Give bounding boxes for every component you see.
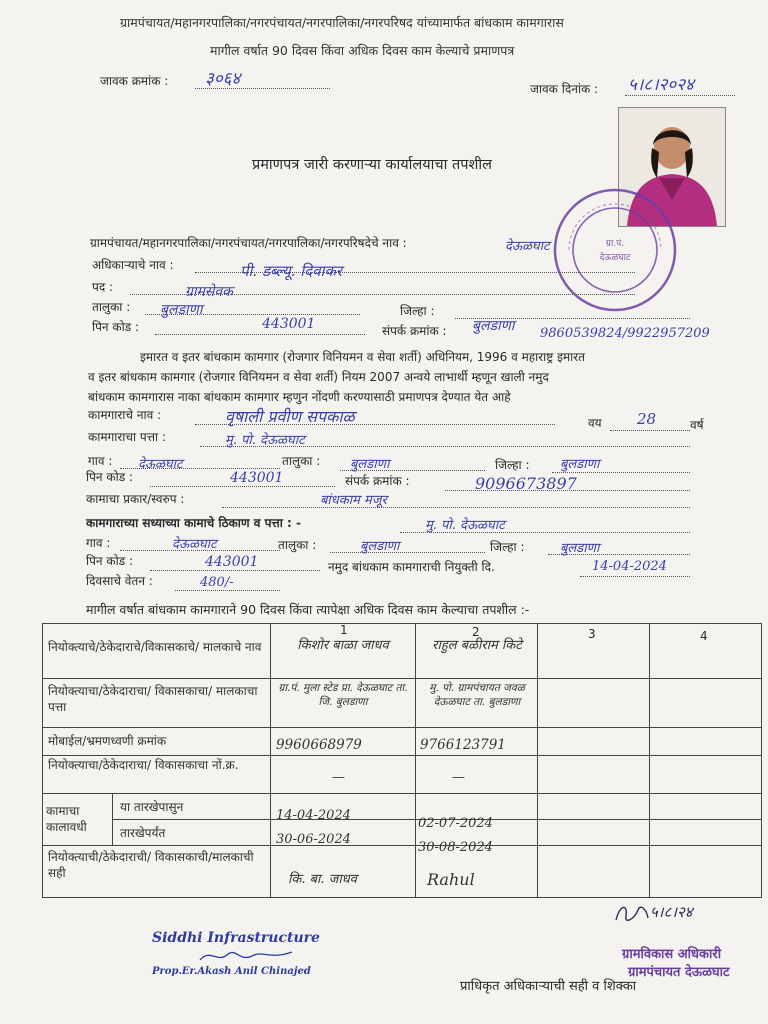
worker-age-value: 28 (637, 410, 657, 428)
row-divider (42, 678, 762, 679)
table-border-top (42, 623, 762, 624)
post-label: पद : (92, 280, 114, 294)
svg-text:ग्रा.पं.: ग्रा.पं. (605, 239, 625, 249)
col2-employer-address: मु. पो. ग्रामपंचायत जवळ देऊळघाट ता. बुलडाणा (429, 682, 525, 709)
wage-label: दिवसाचे वेतन : (86, 574, 153, 588)
row-label-to: तारखेपर्यंत (120, 826, 166, 840)
cw-appointment-label: नमुद बांधकाम कामगाराची नियुक्ती दि. (328, 560, 495, 574)
office-contact-numbers: 9860539824/9922957209 (540, 326, 710, 341)
row-divider (42, 755, 762, 756)
authority-office: ग्रामपंचायत देऊळघाट (628, 965, 730, 980)
outward-date-line (625, 95, 735, 96)
worker-district-label: जिल्हा : (495, 458, 530, 472)
cw-taluka-value: बुलडाणा (360, 539, 400, 554)
worker-age-line (610, 430, 690, 431)
svg-text:देऊळघाट: देऊळघाट (599, 253, 631, 263)
cw-pincode-value: 443001 (205, 554, 259, 570)
cw-appointment-line (580, 576, 690, 577)
col-divider (537, 623, 538, 897)
col1-employer-address: ग्रा.पं. मुला स्टेड प्रा. देऊळघाट ता. जि. बुलडाणा (278, 682, 408, 709)
row-label-period: कामाचा कालावधी (46, 804, 87, 835)
worker-pincode-label: पिन कोड : (86, 470, 134, 484)
cw-district-value: बुलडाणा (560, 541, 600, 556)
work-details-table (42, 623, 762, 897)
row-label-registration: नियोक्त्याचा/ठेकेदाराचा/ विकासकाचा नों.क्र. (48, 758, 239, 772)
wage-line (175, 590, 280, 591)
post-value: ग्रामसेवक (185, 284, 233, 300)
col-divider (649, 623, 650, 897)
cw-pincode-line (150, 570, 320, 571)
authority-signature (612, 900, 652, 928)
worker-contact-value: 9096673897 (475, 474, 577, 493)
wage-value: 480/- (200, 575, 234, 590)
declaration-line-1: इमारत व इतर बांधकाम कामगार (रोजगार विनियमन व सेवा शर्ती) अधिनियम, 1996 व महाराष्ट्र इमारत (140, 350, 586, 364)
worker-district-value: बुलडाणा (560, 457, 600, 472)
office-contact-label: संपर्क क्रमांक : (382, 324, 447, 338)
worker-name-value: वृषाली प्रवीण सपकाळ (225, 407, 355, 426)
authority-title: ग्रामविकास अधिकारी (622, 947, 722, 962)
column-number-3: 3 (588, 627, 596, 641)
col2-from-date: 02-07-2024 (418, 816, 493, 831)
outward-date-label: जावक दिनांक : (530, 82, 599, 96)
table-border-bottom (42, 897, 762, 898)
row-label-mobile: मोबाईल/भ्रमणध्वणी क्रमांक (48, 734, 167, 748)
col2-registration: — (452, 770, 465, 785)
worker-taluka-label: तालुका : (282, 454, 321, 468)
work-type-label: कामाचा प्रकार/स्वरुप : (86, 492, 185, 506)
cw-taluka-label: तालुका : (278, 538, 317, 552)
column-number-1: 1 (340, 623, 348, 637)
office-pincode-label: पिन कोड : (92, 320, 140, 334)
col-divider (270, 623, 271, 897)
company-name: Siddhi Infrastructure (152, 930, 320, 946)
col1-to-date: 30-06-2024 (276, 832, 351, 847)
worker-village-value: देऊळघाट (138, 457, 183, 472)
worker-contact-label: संपर्क क्रमांक : (345, 474, 410, 488)
office-taluka-value: बुलडाणा (160, 302, 203, 318)
row-divider (42, 727, 762, 728)
worker-taluka-value: बुलडाणा (350, 457, 390, 472)
cw-taluka-line (330, 552, 485, 553)
office-district-label: जिल्हा : (400, 304, 435, 318)
cw-appointment-value: 14-04-2024 (592, 559, 667, 574)
cw-district-label: जिल्हा : (490, 540, 525, 554)
officer-name-label: अधिकाऱ्याचे नाव : (92, 258, 174, 272)
col-divider (112, 793, 113, 845)
col1-mobile: 9960668979 (276, 737, 362, 753)
col1-employer-name: किशोर बाळा जाधव (297, 638, 389, 653)
officer-name-value: पी. डब्ल्यू. दिवाकर (240, 262, 342, 280)
row-label-employer-address: नियोक्त्याचा/ठेकेदाराचा/ विकासकाचा/ मालकाचा पत्ता (48, 684, 258, 715)
current-work-address: मु. पो. देऊळघाट (425, 518, 505, 533)
col2-to-date: 30-08-2024 (418, 840, 493, 855)
office-name-label: ग्रामपंचायत/महानगरपालिका/नगरपंचायत/नगरपालिका/नगरपरिषदेचे नाव : (90, 236, 407, 250)
office-pincode-value: 443001 (262, 316, 316, 332)
authority-handwritten-date: ५।८।२४ (650, 903, 693, 921)
declaration-line-2: व इतर बांधकाम कामगार (रोजगार विनियमन व सेवा शर्ती) नियम 2007 अन्वये लाभार्थी म्हणून खाली नमुद (88, 370, 549, 384)
worker-address-value: मु. पो. देऊळघाट (225, 433, 305, 448)
office-name-value: देऊळघाट (505, 239, 550, 254)
worker-address-label: कामगाराचा पत्ता : (88, 430, 166, 444)
row-label-signature: नियोक्त्याची/ठेकेदाराची/ विकासकाची/मालकाची सही (48, 850, 254, 881)
office-section-title: प्रमाणपत्र जारी करणाऱ्या कार्यालयाचा तपशील (252, 157, 492, 173)
proprietor-name: Prop.Er.Akash Anil Chinajed (152, 966, 311, 977)
header-line-2: मागील वर्षात 90 दिवस किंवा अधिक दिवस काम केल्याचे प्रमाणपत्र (210, 43, 515, 58)
office-pincode-line (155, 334, 365, 335)
row-label-employer-name: नियोक्त्याचे/ठेकेदाराचे/विकासकाचे/ मालकाचे नाव (48, 640, 262, 654)
column-number-4: 4 (700, 629, 708, 643)
outward-date-value: ५।८।२०२४ (628, 75, 694, 95)
worker-name-label: कामगाराचे नाव : (88, 408, 162, 422)
worker-age-label: वय (588, 416, 602, 430)
cw-village-label: गाव : (86, 536, 111, 550)
worker-village-label: गाव : (88, 454, 113, 468)
work-type-line (222, 507, 690, 508)
worker-pincode-value: 443001 (230, 470, 284, 486)
table-border-left (42, 623, 43, 897)
current-work-title: कामगाराच्या सध्याच्या कामाचे ठिकाण व पत्ता : - (86, 516, 301, 530)
row-label-from: या तारखेपासुन (120, 800, 184, 814)
authority-signature-caption: प्राधिकृत अधिकाऱ्याची सही व शिक्का (460, 979, 637, 994)
column-number-2: 2 (472, 625, 480, 639)
col2-signature: Rahul (427, 870, 475, 889)
col2-employer-name: राहुल बळीराम किटे (432, 638, 522, 653)
outward-number-label: जावक क्रमांक : (100, 74, 169, 88)
row-divider (42, 793, 762, 794)
work-type-value: बांधकाम मजूर (320, 493, 387, 508)
table-border-right (761, 623, 762, 897)
worker-pincode-line (150, 486, 335, 487)
cw-village-value: देऊळघाट (172, 537, 217, 552)
header-line-1: ग्रामपंचायत/महानगरपालिका/नगरपंचायत/नगरपालिका/नगरपरिषद यांच्यामार्फत बांधकाम कामगारास (120, 15, 564, 30)
table-title: मागील वर्षात बांधकाम कामगाराने 90 दिवस किंवा त्यापेक्षा अधिक दिवस काम केल्याचा तपशील :- (86, 602, 530, 617)
col1-from-date: 14-04-2024 (276, 808, 351, 823)
col2-mobile: 9766123791 (420, 737, 506, 753)
outward-number-value: ३०६४ (205, 69, 241, 89)
col-divider (415, 623, 416, 897)
worker-age-unit: वर्ष (690, 418, 704, 432)
office-taluka-label: तालुका : (92, 300, 131, 314)
col1-signature: कि. बा. जाधव (288, 872, 357, 887)
proprietor-signature (196, 946, 296, 966)
office-contact-value: बुलडाणा (472, 318, 515, 334)
declaration-line-3: बांधकाम कामगारास नाका बांधकाम कामगार म्हणुन नोंदणी करण्यासाठी प्रमाणपत्र देण्यात येत आहे (88, 390, 511, 404)
cw-pincode-label: पिन कोड : (86, 554, 134, 568)
worker-district-line (552, 472, 690, 473)
col1-registration: — (332, 770, 345, 785)
